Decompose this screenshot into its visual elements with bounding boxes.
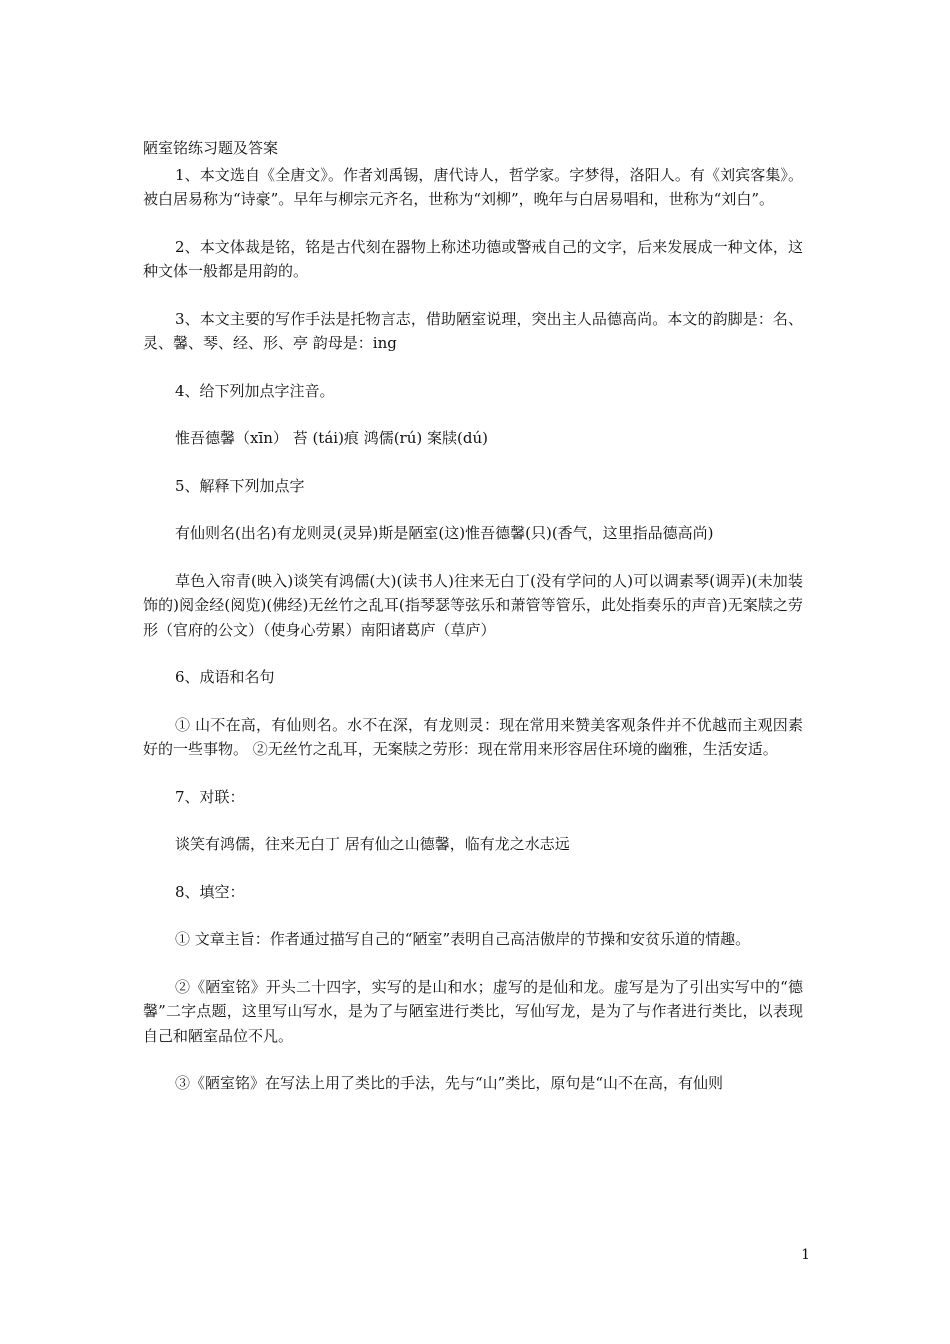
paragraph-16: ③《陋室铭》在写法上用了类比的手法，先与“山”类比，原句是“山不在高，有仙则 (175, 1074, 724, 1092)
paragraph-3: 3、本文主要的写作手法是托物言志，借助陋室说理，突出主人品德高尚。本文的韵脚是：名、灵、馨、琴、经、形、亭 韵母是：ing (143, 309, 803, 352)
paragraph-6: 5、解释下列加点字 (175, 476, 305, 495)
paragraph-15: ②《陋室铭》开头二十四字，实写的是山和水；虚写的是仙和龙。虚写是为了引出实写中的“德馨”二字点题，这里写山写水，是为了与陋室进行类比，写仙写龙，是为了与作者进行类比，以表现自己和陋室品位不凡。 (143, 977, 803, 1045)
paragraph-14: ① 文章主旨：作者通过描写自己的“陋室”表明自己高洁傲岸的节操和安贫乐道的情趣。 (175, 930, 751, 948)
paragraph-8: 草色入帘青(映入)谈笑有鸿儒(大)(读书人)往来无白丁(没有学问的人)可以调素琴(调弄)(未加装饰的)阅金经(阅览)(佛经)无丝竹之乱耳(指琴瑟等弦乐和萧管等管乐，此处指奏乐的声音)无案牍之劳形（官府的公文）（使身心劳累）南阳诸葛庐（草庐） (143, 571, 803, 639)
paragraph-4: 4、给下列加点字注音。 (175, 381, 335, 400)
paragraph-5: 惟吾德馨（xīn） 苔 (tái)痕 鸿儒(rú) 案牍(dú) (175, 429, 488, 447)
document-title: 陋室铭练习题及答案 (143, 139, 279, 157)
paragraph-11: 7、对联： (175, 787, 245, 806)
page-number: 1 (801, 1247, 810, 1263)
paragraph-2: 2、本文体裁是铭，铭是古代刻在器物上称述功德或警戒自己的文字，后来发展成一种文体，这种文体一般都是用韵的。 (143, 237, 803, 280)
paragraph-7: 有仙则名(出名)有龙则灵(灵异)斯是陋室(这)惟吾德馨(只)(香气，这里指品德高尚) (175, 524, 714, 542)
paragraph-9: 6、成语和名句 (175, 668, 275, 686)
paragraph-12: 谈笑有鸿儒，往来无白丁 居有仙之山德馨，临有龙之水志远 (175, 835, 570, 853)
paragraph-1: 1、本文选自《全唐文》。作者刘禹锡，唐代诗人，哲学家。字梦得，洛阳人。有《刘宾客集》。被白居易称为“诗豪”。早年与柳宗元齐名，世称为“刘柳”，晚年与白居易唱和，世称为“刘白”。 (143, 165, 803, 208)
paragraph-13: 8、填空： (175, 882, 245, 901)
paragraph-10: ① 山不在高，有仙则名。水不在深，有龙则灵：现在常用来赞美客观条件并不优越而主观因素好的一些事物。 ②无丝竹之乱耳，无案牍之劳形：现在常用来形容居住环境的幽雅，生活安适。 (143, 715, 803, 758)
document-body (143, 136, 803, 1096)
